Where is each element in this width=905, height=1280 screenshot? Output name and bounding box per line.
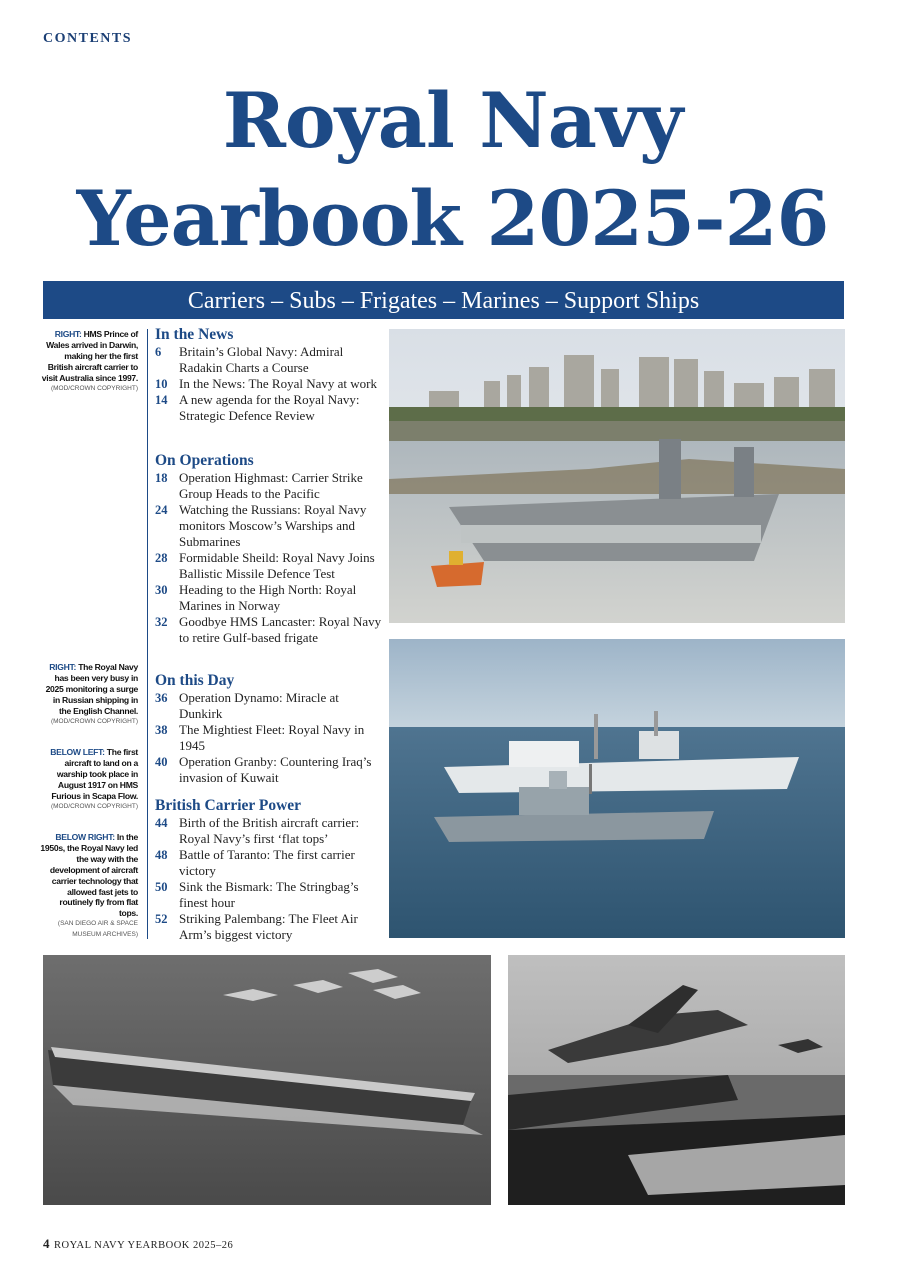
toc-page-number: 28	[155, 551, 168, 565]
toc-page-number: 30	[155, 583, 168, 597]
toc-page-number: 10	[155, 377, 168, 391]
toc-page-number: 14	[155, 393, 168, 407]
caption-credit: (MOD/CROWN COPYRIGHT)	[50, 717, 138, 725]
toc-title: Sink the Bismark: The Stringbag’s finest hour	[179, 879, 359, 910]
toc-entry[interactable]	[155, 879, 385, 911]
caption-lead: BELOW LEFT:	[50, 747, 105, 757]
toc-page-number: 24	[155, 503, 168, 517]
toc-heading: On Operations	[155, 452, 254, 469]
toc-title: A new agenda for the Royal Navy: Strategic Defence Review	[179, 392, 360, 423]
column-divider	[147, 329, 148, 939]
toc-title: Formidable Sheild: Royal Navy Joins Ballistic Missile Defence Test	[179, 550, 375, 581]
toc-entry[interactable]	[155, 754, 385, 786]
toc-entry[interactable]	[155, 550, 385, 582]
toc-heading: On this Day	[155, 672, 235, 689]
toc-entry[interactable]	[155, 614, 385, 646]
toc-page-number: 48	[155, 848, 168, 862]
caption-text: The Royal Navy has been very busy in 2025 monitoring a surge in Russian shipping in the English Channel.	[45, 662, 138, 716]
toc-page-number: 52	[155, 912, 168, 926]
toc-entry[interactable]	[155, 582, 385, 614]
toc-page-number: 50	[155, 880, 168, 894]
toc-title: Operation Dynamo: Miracle at Dunkirk	[179, 690, 339, 721]
caption-hms-furious	[40, 747, 138, 812]
toc-heading: British Carrier Power	[155, 797, 302, 814]
section-label: CONTENTS	[43, 31, 133, 46]
page-number: 4	[43, 1236, 50, 1251]
toc-entry[interactable]	[155, 722, 385, 754]
toc-title: Heading to the High North: Royal Marines in Norway	[179, 582, 357, 613]
toc-page-number: 44	[155, 816, 168, 830]
toc-page-number: 32	[155, 615, 168, 629]
toc-heading: In the News	[155, 326, 234, 343]
toc-title: Battle of Taranto: The first carrier victory	[179, 847, 355, 878]
photo-hms-furious	[43, 955, 491, 1205]
caption-text: The first aircraft to land on a warship took place in August 1917 on HMS Furious in Scapa Flow.	[51, 747, 138, 801]
toc-page-number: 36	[155, 691, 168, 705]
toc-title: Birth of the British aircraft carrier: Royal Navy’s first ‘flat tops’	[179, 815, 360, 846]
toc-entry[interactable]	[155, 911, 385, 943]
toc-section-british-carrier-power	[155, 797, 385, 943]
photo-russian-shipping	[389, 639, 845, 938]
caption-lead: RIGHT:	[54, 329, 82, 339]
toc-entry[interactable]	[155, 376, 385, 392]
toc-entry[interactable]	[155, 690, 385, 722]
toc-page-number: 18	[155, 471, 168, 485]
toc-entry[interactable]	[155, 815, 385, 847]
caption-fast-jets	[40, 832, 138, 941]
toc-title: Striking Palembang: The Fleet Air Arm’s biggest victory	[179, 911, 358, 942]
page-footer	[43, 1236, 233, 1252]
toc-section-in-the-news	[155, 326, 385, 424]
toc-title: Goodbye HMS Lancaster: Royal Navy to retire Gulf-based frigate	[179, 614, 382, 645]
toc-entry[interactable]	[155, 392, 385, 424]
caption-text: HMS Prince of Wales arrived in Darwin, making her the first British aircraft carrier to visit Australia since 1997.	[41, 329, 138, 383]
toc-title: Watching the Russians: Royal Navy monitors Moscow’s Warships and Submarines	[179, 502, 367, 549]
page-title-line-2: Yearbook 2025-26	[76, 174, 829, 263]
caption-lead: RIGHT:	[49, 662, 77, 672]
toc-title: Operation Highmast: Carrier Strike Group Heads to the Pacific	[179, 470, 363, 501]
toc-title: Britain’s Global Navy: Admiral Radakin Charts a Course	[179, 344, 344, 375]
toc-entry[interactable]	[155, 502, 385, 550]
toc-title: In the News: The Royal Navy at work	[179, 376, 377, 391]
subtitle-banner: Carriers – Subs – Frigates – Marines – Support Ships	[43, 281, 844, 319]
toc-title: Operation Granby: Countering Iraq’s invasion of Kuwait	[179, 754, 372, 785]
photo-carrier-darwin	[389, 329, 845, 623]
toc-entry[interactable]	[155, 344, 385, 376]
toc-page-number: 38	[155, 723, 168, 737]
toc-page-number: 6	[155, 345, 162, 359]
caption-credit: (MOD/CROWN COPYRIGHT)	[50, 802, 138, 810]
caption-lead: BELOW RIGHT:	[55, 832, 115, 842]
running-title: ROYAL NAVY YEARBOOK 2025–26	[54, 1240, 234, 1251]
caption-text: In the 1950s, the Royal Navy led the way with the development of aircraft carrier technology that allowed fast jets to routinely fly from flat tops.	[40, 832, 138, 919]
photo-jet-launch	[508, 955, 845, 1205]
toc-entry[interactable]	[155, 847, 385, 879]
caption-credit: (SAN DIEGO AIR & SPACE MUSEUM ARCHIVES)	[57, 920, 138, 939]
caption-russian-shipping	[40, 662, 138, 727]
caption-credit: (MOD/CROWN COPYRIGHT)	[50, 384, 138, 392]
toc-page-number: 40	[155, 755, 168, 769]
toc-section-on-this-day	[155, 672, 385, 786]
caption-carrier-darwin	[40, 329, 138, 394]
toc-entry[interactable]	[155, 470, 385, 502]
toc-section-on-operations	[155, 452, 385, 646]
page-title-line-1: Royal Navy	[222, 76, 683, 165]
toc-title: The Mightiest Fleet: Royal Navy in 1945	[179, 722, 365, 753]
